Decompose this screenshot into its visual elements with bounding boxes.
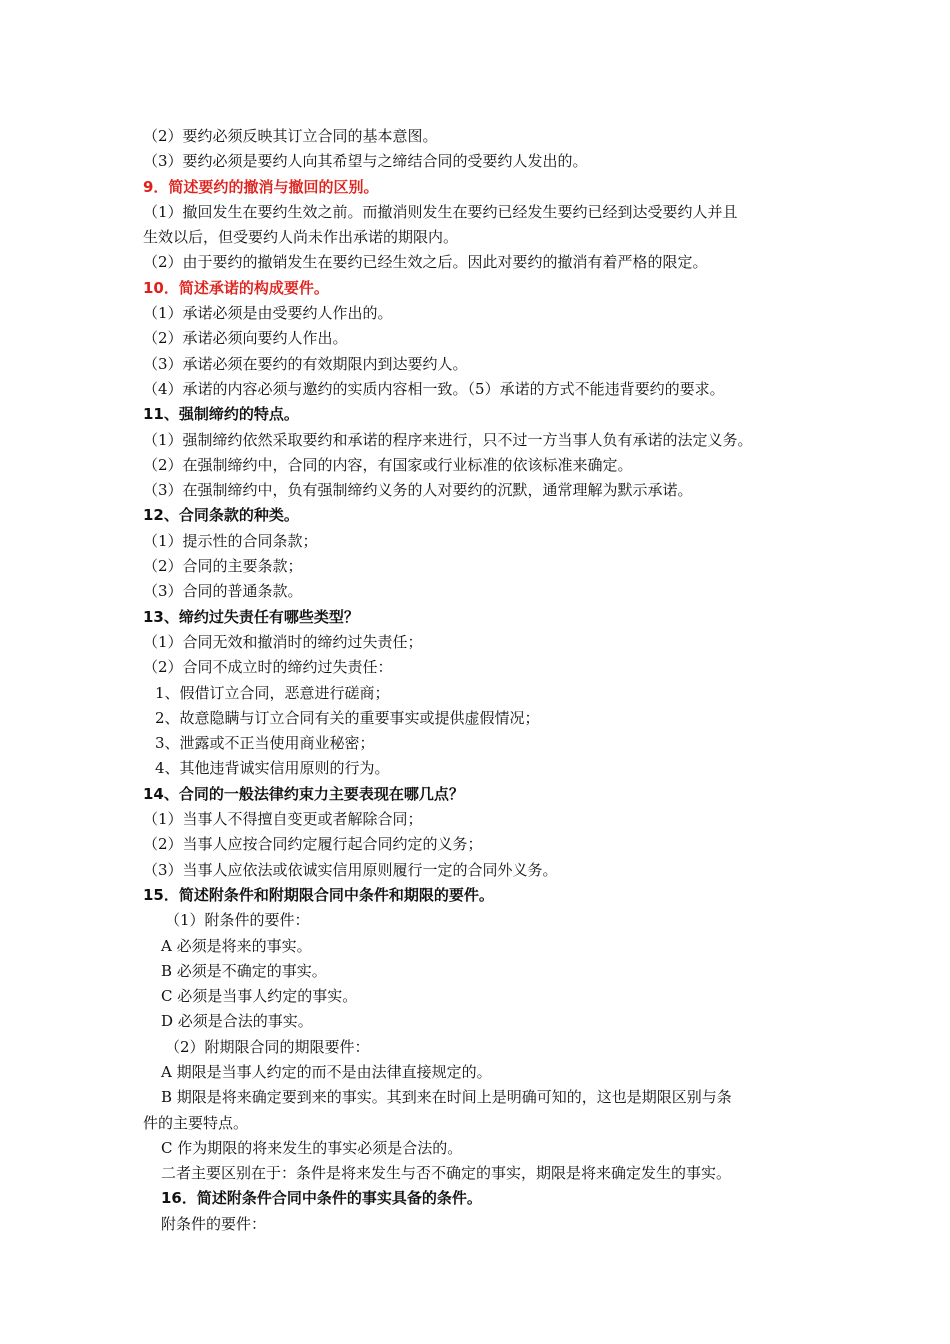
text-line: A 必须是将来的事实。	[161, 936, 312, 955]
text-line: （1）合同无效和撤消时的缔约过失责任；	[143, 632, 423, 651]
section-heading: 9．简述要约的撤消与撤回的区别。	[143, 177, 379, 196]
section-heading: 12、合同条款的种类。	[143, 506, 299, 525]
text-line: 2、故意隐瞒与订立合同有关的重要事实或提供虚假情况；	[155, 708, 540, 727]
text-line: D 必须是合法的事实。	[161, 1012, 313, 1031]
text-line: （3）在强制缔约中，负有强制缔约义务的人对要约的沉默，通常理解为默示承诺。	[143, 481, 693, 500]
text-line: （2）合同不成立时的缔约过失责任：	[143, 658, 393, 677]
text-line: （3）要约必须是要约人向其希望与之缔结合同的受要约人发出的。	[143, 152, 588, 171]
text-line: 附条件的要件：	[161, 1214, 267, 1233]
text-line: C 作为期限的将来发生的事实必须是合法的。	[161, 1138, 463, 1157]
document-body	[143, 124, 833, 1237]
section-heading: 16．简述附条件合同中条件的事实具备的条件。	[161, 1189, 482, 1208]
text-line: （1）当事人不得擅自变更或者解除合同；	[143, 810, 423, 829]
text-line: 二者主要区别在于：条件是将来发生与否不确定的事实，期限是将来确定发生的事实。	[161, 1164, 732, 1183]
text-line: （3）合同的普通条款。	[143, 582, 303, 601]
section-heading: 13、缔约过失责任有哪些类型？	[143, 607, 359, 626]
section-heading: 15．简述附条件和附期限合同中条件和期限的要件。	[143, 885, 494, 904]
text-line: （1）附条件的要件：	[165, 911, 310, 930]
text-line: （1）强制缔约依然采取要约和承诺的程序来进行，只不过一方当事人负有承诺的法定义务。	[143, 430, 753, 449]
text-line: （1）提示性的合同条款；	[143, 531, 318, 550]
text-line: 生效以后，但受要约人尚未作出承诺的期限内。	[143, 228, 459, 247]
text-line: （2）由于要约的撤销发生在要约已经生效之后。因此对要约的撤消有着严格的限定。	[143, 253, 708, 272]
text-line: B 必须是不确定的事实。	[161, 961, 327, 980]
text-line: （1）撤回发生在要约生效之前。而撤消则发生在要约已经发生要约已经到达受要约人并且	[143, 202, 738, 221]
text-line: （2）当事人应按合同约定履行起合同约定的义务；	[143, 835, 483, 854]
text-line: （2）附期限合同的期限要件：	[165, 1037, 370, 1056]
text-line: C 必须是当事人约定的事实。	[161, 987, 358, 1006]
text-line: （4）承诺的内容必须与邀约的实质内容相一致。（5）承诺的方式不能违背要约的要求。	[143, 379, 725, 398]
text-line: （2）合同的主要条款；	[143, 557, 303, 576]
text-line: （2）在强制缔约中，合同的内容，有国家或行业标准的依该标准来确定。	[143, 455, 633, 474]
text-line: 件的主要特点。	[143, 1113, 249, 1132]
text-line: （1）承诺必须是由受要约人作出的。	[143, 304, 393, 323]
text-line: （2）要约必须反映其订立合同的基本意图。	[143, 127, 438, 145]
text-line: （3）承诺必须在要约的有效期限内到达要约人。	[143, 354, 468, 373]
text-line: 3、泄露或不正当使用商业秘密；	[155, 734, 375, 753]
text-line: 4、其他违背诚实信用原则的行为。	[155, 759, 390, 778]
text-line: B 期限是将来确定要到来的事实。其到来在时间上是明确可知的，这也是期限区别与条	[161, 1088, 732, 1107]
section-heading: 10．简述承诺的构成要件。	[143, 278, 329, 297]
text-line: 1、假借订立合同，恶意进行磋商；	[155, 683, 390, 702]
text-line: （2）承诺必须向要约人作出。	[143, 329, 348, 348]
text-line: A 期限是当事人约定的而不是由法律直接规定的。	[161, 1062, 492, 1081]
text-line: （3）当事人应依法或依诚实信用原则履行一定的合同外义务。	[143, 860, 558, 879]
section-heading: 14、合同的一般法律约束力主要表现在哪几点？	[143, 784, 464, 803]
section-heading: 11、强制缔约的特点。	[143, 405, 299, 424]
